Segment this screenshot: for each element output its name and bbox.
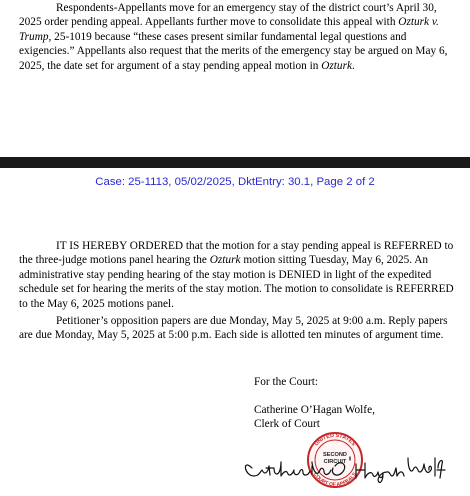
stay-motion-paragraph: Respondents-Appellants move for an emergency stay of the district court’s April 30, 2025 order pending appeal. Appellants further move to consolidate this appeal with Ozturk v. Trump, 25-1019 because “these cases present similar fundamental legal questions and exigencies.” Appellants also request that the merits of the emergency stay be argued on May 6, 2025, the date set for argument of a stay pending appeal motion in Ozturk. [19,2,448,72]
clerk-title: Clerk of Court [254,418,320,430]
case-header: Case: 25-1113, 05/02/2025, DktEntry: 30.1, Page 2 of 2 [95,176,375,188]
seal-bottom-text: COURT OF APPEALS [311,471,359,489]
seal-center-line-2: CIRCUIT [323,459,347,465]
signature-area [232,430,447,491]
opposition-deadline-paragraph: Petitioner’s opposition papers are due Monday, May 5, 2025 at 9:00 a.m. Reply papers are due Monday, May 5, 2025 at 5:00 p.m. Each side is allotted ten minutes of argument time. [19,315,448,342]
page-break-divider [0,157,470,168]
seal-top-text: UNITED STATES [313,432,357,448]
clerk-name: Catherine O’Hagan Wolfe, [254,404,375,416]
for-the-court-label: For the Court: [254,376,319,388]
signature-graphic [232,430,447,491]
seal-center-line-1: SECOND [323,452,347,458]
order-paragraph: IT IS HEREBY ORDERED that the motion for a stay pending appeal is REFERRED to the three-judge motions panel hearing the Ozturk motion sitting Tuesday, May 6, 2025. An administrative stay pending hearing of the stay motion is DENIED in light of the expedited schedule set for hearing the merits of the stay motion. The motion to consolidate is REFERRED to the May 6, 2025 motions panel. [19,240,454,310]
court-seal-icon [308,433,362,488]
